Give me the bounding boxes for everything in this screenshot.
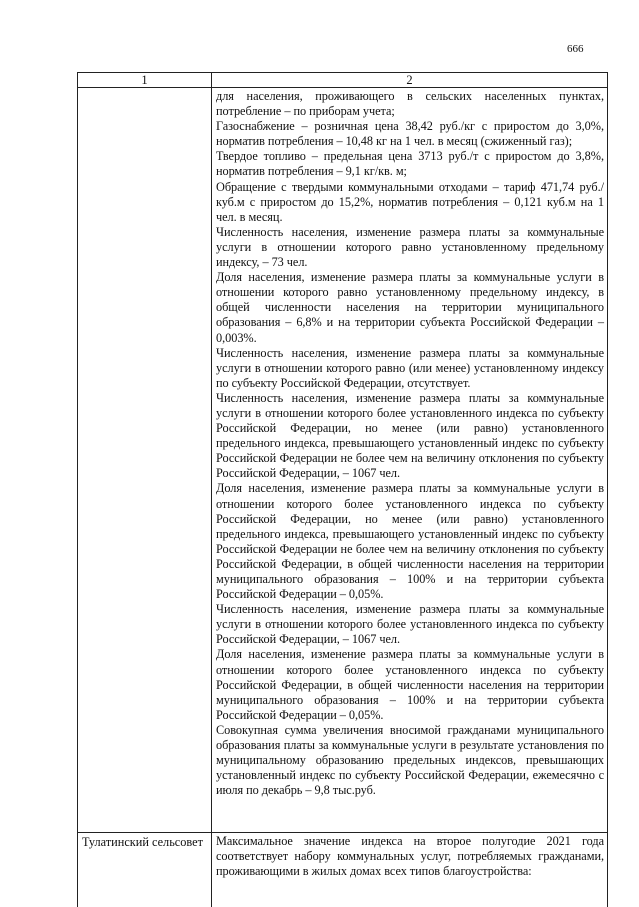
document-table xyxy=(77,72,608,907)
paragraph: Доля населения, изменение размера платы за коммунальные услуги в отношении которого более установленного индекса по субъекту Российской Федерации, но менее (или равно) установленного предельного индекса, превышающего установленный индекс по субъекту Российской Федерации не более чем на величину отклонения по субъекту Российской Федерации, в общей численности населения на территории муниципального образования – 100% и на территории субъекта Российской Федерации – 0,05%. xyxy=(216,481,604,602)
paragraph: Численность населения, изменение размера платы за коммунальные услуги в отношении которого равно установленному предельному индексу, – 73 чел. xyxy=(216,225,604,270)
municipality-cell-empty xyxy=(78,88,212,833)
description-cell xyxy=(212,833,608,907)
paragraph: Численность населения, изменение размера платы за коммунальные услуги в отношении которого равно (или менее) установленному индексу по субъекту Российской Федерации, отсутствует. xyxy=(216,346,604,391)
paragraph: Доля населения, изменение размера платы за коммунальные услуги в отношении которого равно установленному предельному индексу, в общей численности населения на территории муниципального образования – 6,8% и на территории субъекта Российской Федерации – 0,003%. xyxy=(216,270,604,345)
table-row xyxy=(78,88,608,833)
municipality-name-cell xyxy=(78,833,212,907)
paragraph: Численность населения, изменение размера платы за коммунальные услуги в отношении которого более установленного индекса по субъекту Российской Федерации, но менее (или равно) установленного предельного индекса, превышающего установленный индекс по субъекту Российской Федерации не более чем на величину отклонения по субъекту Российской Федерации, – 1067 чел. xyxy=(216,391,604,482)
paragraph: Газоснабжение – розничная цена 38,42 руб./кг с приростом до 3,0%, норматив потребления – 10,48 кг на 1 чел. в месяц (сжиженный газ); xyxy=(216,119,604,149)
table-header-row xyxy=(78,73,608,88)
page-number: 666 xyxy=(567,43,584,55)
header-col-2: 2 xyxy=(212,73,608,88)
header-col-1: 1 xyxy=(78,73,212,88)
municipality-name: Тулатинский сельсовет xyxy=(82,835,203,849)
description-cell xyxy=(212,88,608,833)
paragraph: Доля населения, изменение размера платы за коммунальные услуги в отношении которого более установленного индекса по субъекту Российской Федерации, в общей численности населения на территории муниципального образования – 100% и на территории субъекта Российской Федерации – 0,05%. xyxy=(216,647,604,722)
paragraph: Максимальное значение индекса на второе полугодие 2021 года соответствует набору коммунальных услуг, потребляемых гражданами, проживающими в жилых домах всех типов благоустройства: xyxy=(216,834,604,879)
paragraph: Обращение с твердыми коммунальными отходами – тариф 471,74 руб./куб.м с приростом до 15,2%, норматив потребления – 0,121 куб.м на 1 чел. в месяц. xyxy=(216,180,604,225)
paragraph: Численность населения, изменение размера платы за коммунальные услуги в отношении которого более установленного индекса по субъекту Российской Федерации, – 1067 чел. xyxy=(216,602,604,647)
table-row xyxy=(78,833,608,907)
paragraph: для населения, проживающего в сельских населенных пунктах, потребление – по приборам учета; xyxy=(216,89,604,119)
paragraph: Совокупная сумма увеличения вносимой гражданами муниципального образования платы за коммунальные услуги в результате установления по муниципальному образованию предельных индексов, превышающих установленный индекс по субъекту Российской Федерации, ежемесячно с июля по декабрь – 9,8 тыс.руб. xyxy=(216,723,604,798)
paragraph: Твердое топливо – предельная цена 3713 руб./т с приростом до 3,8%, норматив потребления – 9,1 кг/кв. м; xyxy=(216,149,604,179)
